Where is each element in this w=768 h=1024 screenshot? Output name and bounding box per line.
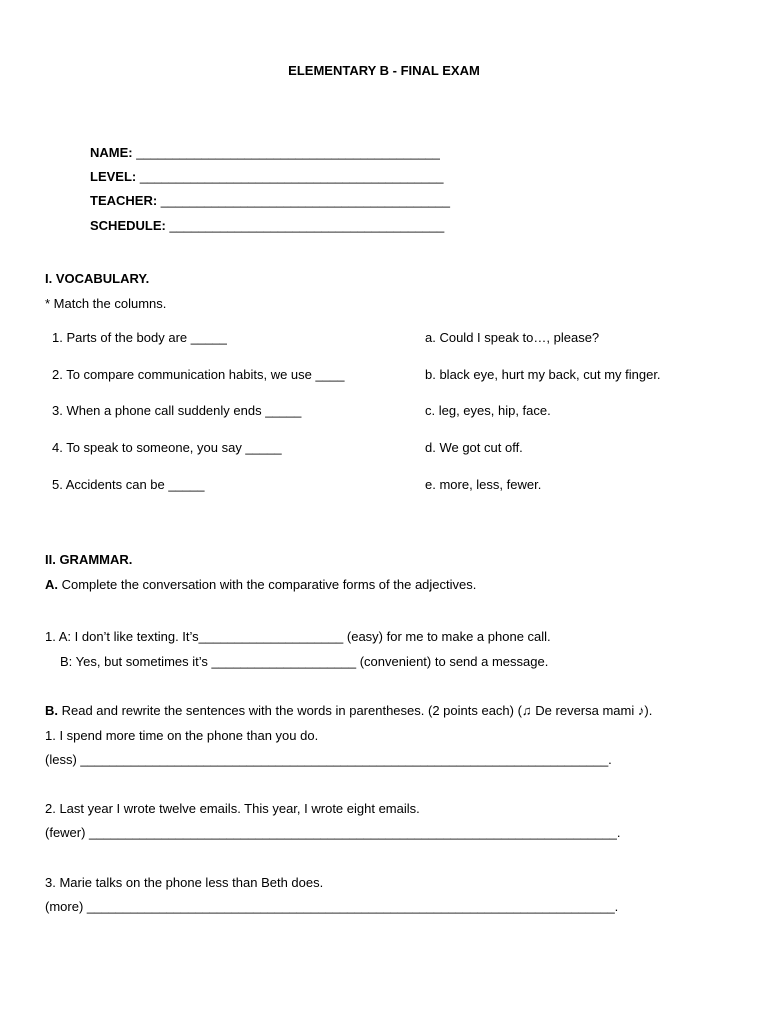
teacher-label: TEACHER: [90, 193, 158, 208]
grammar-b-text: Read and rewrite the sentences with the words in parentheses. (2 points each) (♫ De reversa mami ♪). [58, 703, 653, 718]
grammar-heading: II. GRAMMAR. [45, 552, 133, 567]
match-left-item: 1. Parts of the body are _____ [52, 330, 227, 345]
exam-title: ELEMENTARY B - FINAL EXAM [288, 63, 480, 78]
match-row [0, 403, 768, 419]
rewrite-answer-line[interactable]: (more) _________________________________________________________________________. [45, 899, 619, 914]
match-row [0, 477, 768, 493]
rewrite-sentence: 1. I spend more time on the phone than you do. [45, 728, 319, 743]
rewrite-answer-line[interactable]: (fewer) _________________________________________________________________________. [45, 825, 621, 840]
rewrite-sentence: 2. Last year I wrote twelve emails. This year, I wrote eight emails. [45, 801, 420, 816]
level-field[interactable] [90, 169, 444, 184]
match-left-item: 3. When a phone call suddenly ends _____ [52, 403, 302, 418]
teacher-field[interactable] [90, 193, 450, 208]
grammar-b-label: B. [45, 703, 58, 718]
match-right-item: d. We got cut off. [425, 440, 523, 455]
match-row [0, 367, 768, 383]
match-left-item: 2. To compare communication habits, we use ____ [52, 367, 345, 382]
grammar-a-line-2: B: Yes, but sometimes it’s ____________________ (convenient) to send a message. [60, 654, 549, 669]
vocabulary-instruction: * Match the columns. [45, 296, 167, 311]
match-row [0, 330, 768, 346]
match-left-item: 5. Accidents can be _____ [52, 477, 205, 492]
level-blank[interactable]: __________________________________________ [139, 169, 444, 184]
rewrite-answer-line[interactable]: (less) _________________________________________________________________________. [45, 752, 612, 767]
name-label: NAME: [90, 145, 133, 160]
name-field[interactable] [90, 145, 440, 160]
match-right-item: a. Could I speak to…, please? [425, 330, 600, 345]
grammar-b-instruction [45, 703, 652, 718]
schedule-blank[interactable]: ______________________________________ [169, 218, 445, 233]
match-left-item: 4. To speak to someone, you say _____ [52, 440, 282, 455]
teacher-blank[interactable]: ________________________________________ [160, 193, 450, 208]
grammar-a-text: Complete the conversation with the comparative forms of the adjectives. [58, 577, 477, 592]
grammar-a-line-1: 1. A: I don’t like texting. It’s____________________ (easy) for me to make a phone call. [45, 629, 551, 644]
match-right-item: c. leg, eyes, hip, face. [425, 403, 551, 418]
match-right-item: e. more, less, fewer. [425, 477, 542, 492]
vocabulary-heading: I. VOCABULARY. [45, 271, 150, 286]
grammar-a-instruction [45, 577, 476, 592]
schedule-field[interactable] [90, 218, 444, 233]
rewrite-sentence: 3. Marie talks on the phone less than Beth does. [45, 875, 324, 890]
level-label: LEVEL: [90, 169, 137, 184]
match-right-item: b. black eye, hurt my back, cut my finger. [425, 367, 661, 382]
schedule-label: SCHEDULE: [90, 218, 166, 233]
grammar-a-label: A. [45, 577, 58, 592]
match-row [0, 440, 768, 456]
name-blank[interactable]: __________________________________________ [136, 145, 440, 160]
